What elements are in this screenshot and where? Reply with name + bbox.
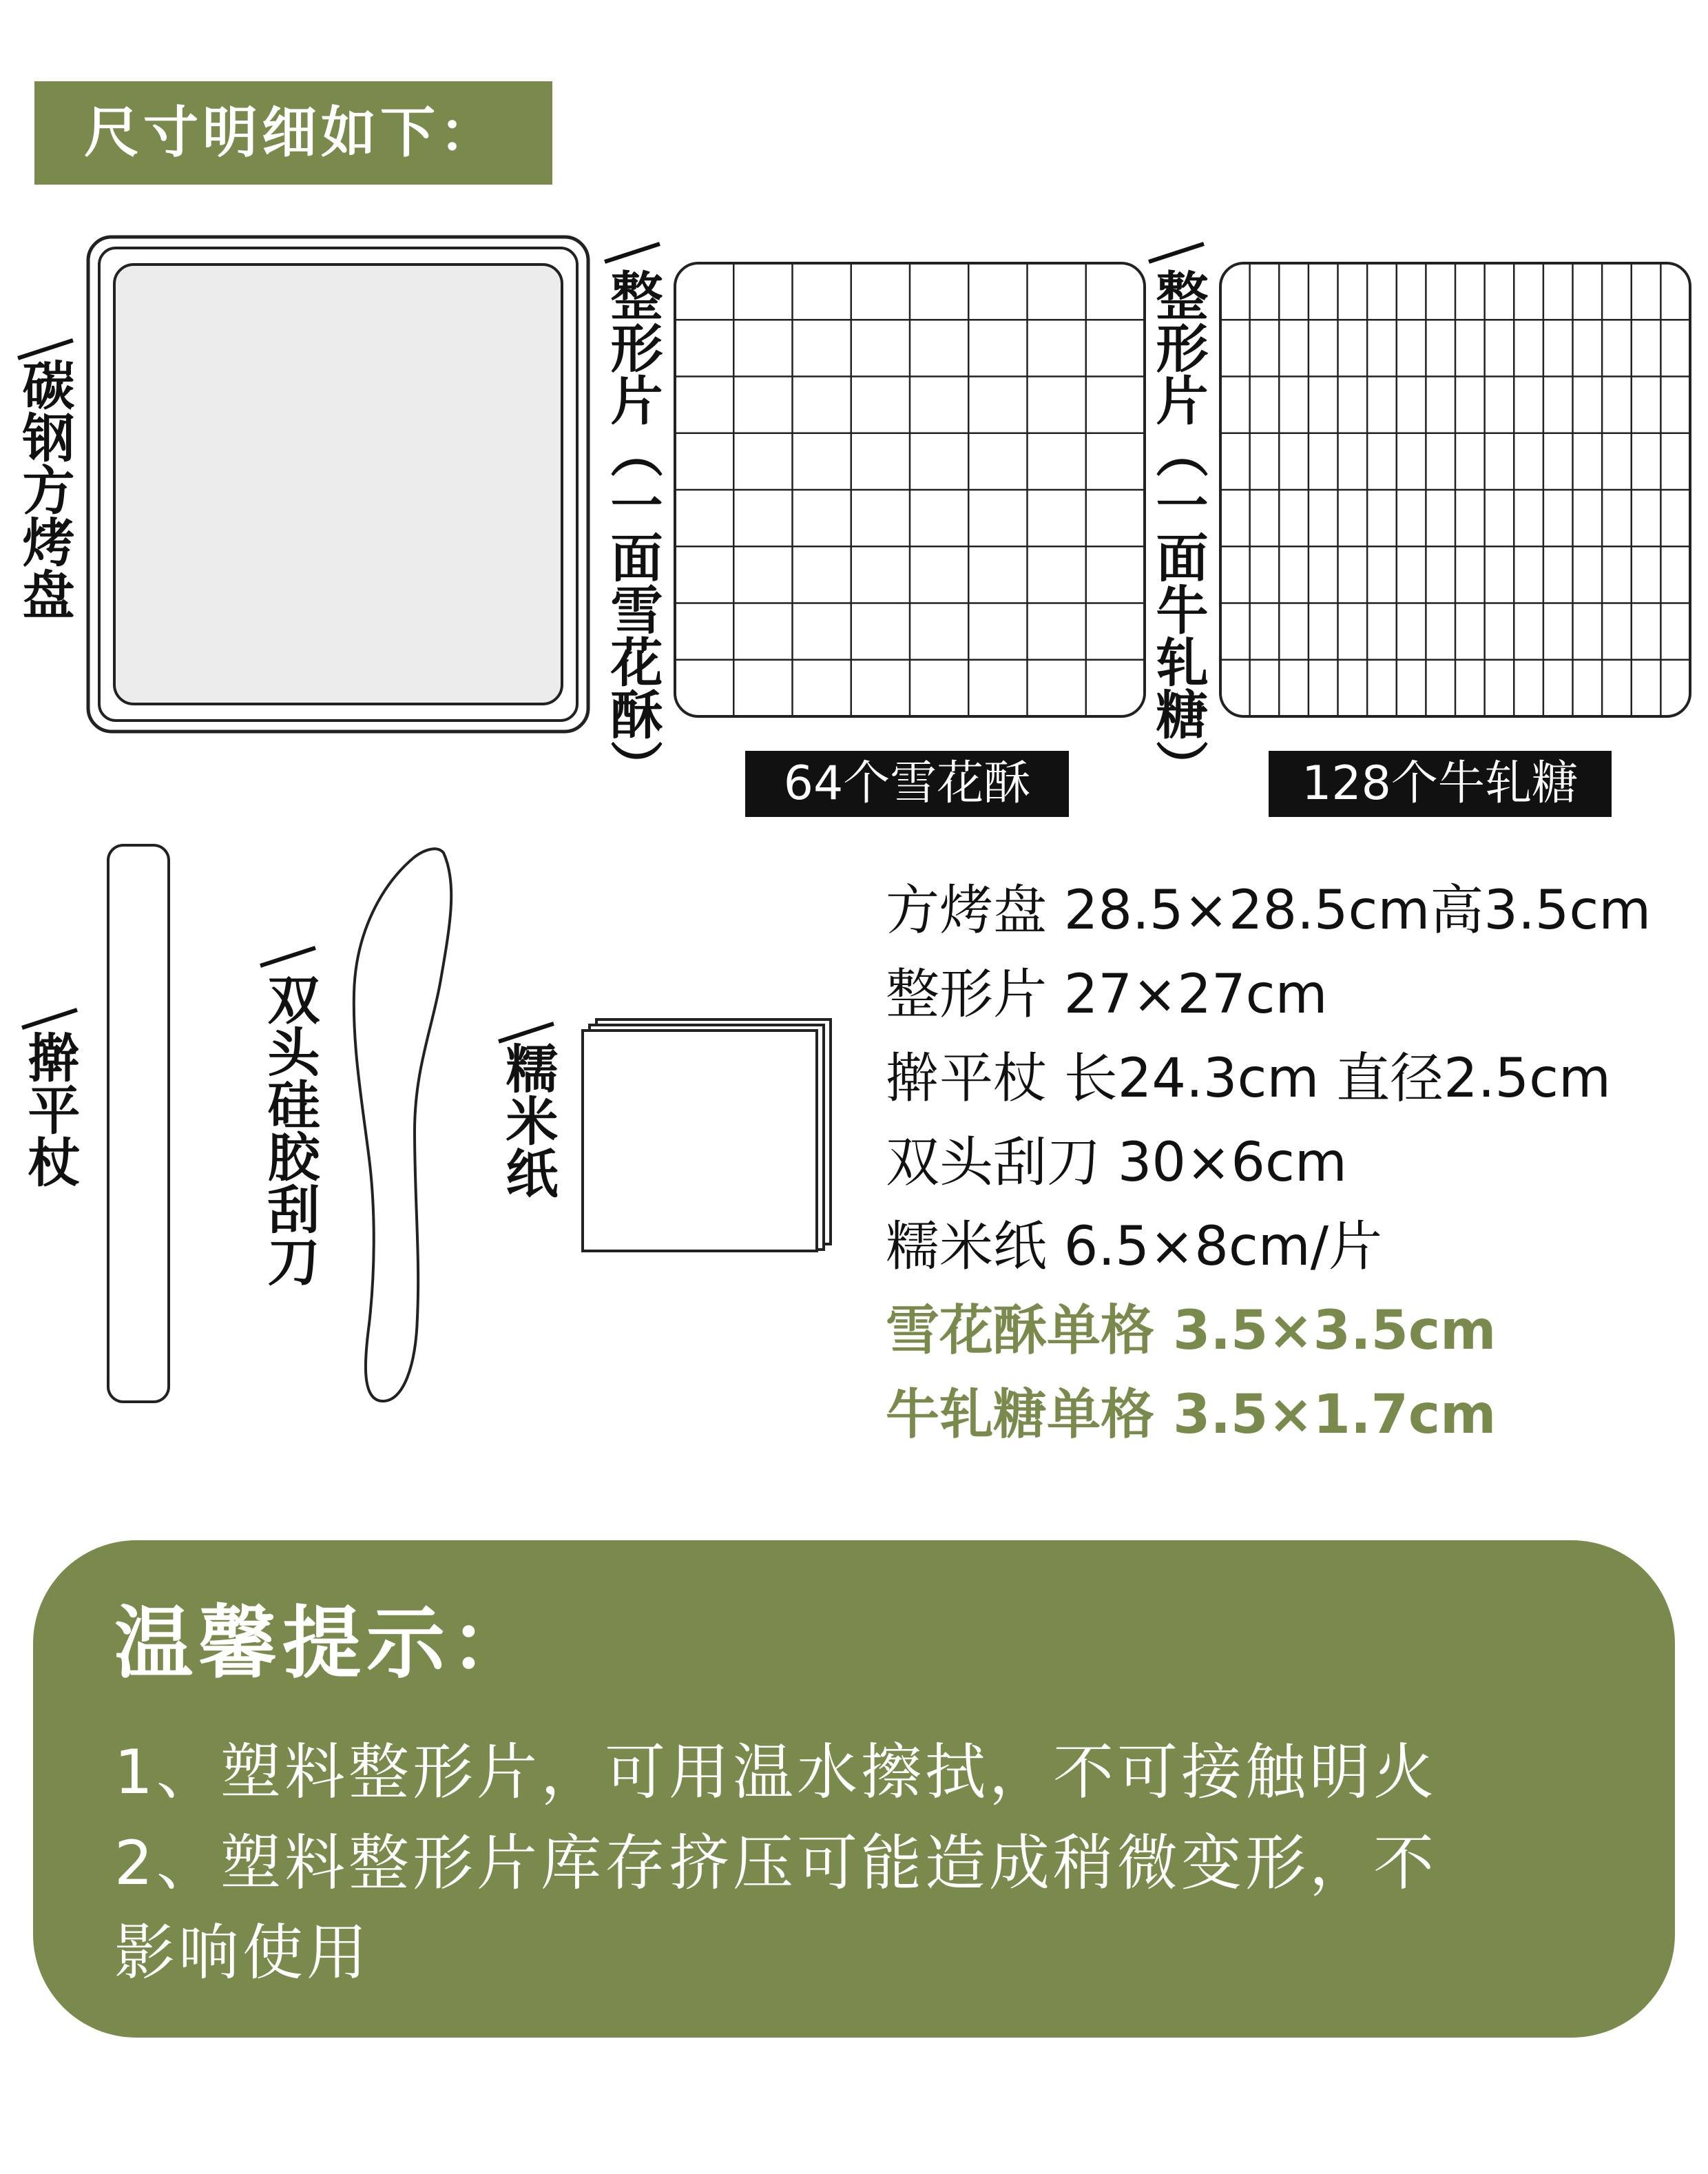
grid-b-count-badge: 128个牛轧糖: [1269, 751, 1612, 817]
tip-line: 2、塑料整形片库存挤压可能造成稍微变形，不: [114, 1828, 1437, 1898]
spec-line: 双头刮刀 30×6cm: [886, 1132, 1347, 1194]
spec-line: 擀平杖 长24.3cm 直径2.5cm: [886, 1048, 1612, 1110]
spatula-icon: [348, 842, 459, 1407]
grid-mold-icon: [672, 260, 1147, 719]
tips-title: 温馨提示：: [114, 1597, 535, 1689]
square-tray-icon: [84, 233, 592, 736]
rice-paper-label: 糯米纸: [497, 1042, 559, 1199]
spec-line: 整形片 27×27cm: [886, 964, 1328, 1026]
grid-mold-icon: [1218, 260, 1693, 719]
spec-line: 糯米纸 6.5×8cm/片: [886, 1216, 1382, 1278]
label-tick: [17, 338, 74, 360]
label-tick: [1148, 242, 1205, 264]
grid-a-count-badge: 64个雪花酥: [745, 751, 1069, 817]
tip-line: 影响使用: [114, 1917, 371, 1988]
rolling-pin-icon: [105, 842, 174, 1407]
label-tick: [260, 946, 316, 968]
grid-b-label: 整形片（一面牛轧糖）: [1147, 269, 1209, 792]
rolling-pin-label: 擀平杖: [19, 1031, 81, 1188]
tray-label: 碳钢方烤盘: [14, 358, 75, 620]
page-title: 尺寸明细如下：: [84, 101, 499, 165]
spec-line: 方烤盘 28.5×28.5cm高3.5cm: [886, 880, 1652, 942]
tip-line: 1、塑料整形片，可用温水擦拭，不可接触明火: [114, 1737, 1437, 1808]
label-tick: [21, 1008, 78, 1030]
spatula-label: 双头硅胶刮刀: [259, 973, 320, 1287]
grid-a-label: 整形片（一面雪花酥）: [602, 269, 663, 792]
spec-highlight-line: 牛轧糖单格 3.5×1.7cm: [886, 1384, 1497, 1446]
label-tick: [604, 242, 660, 264]
spec-highlight-line: 雪花酥单格 3.5×3.5cm: [886, 1300, 1497, 1362]
paper-stack-icon: [576, 1015, 837, 1256]
label-tick: [498, 1022, 554, 1044]
